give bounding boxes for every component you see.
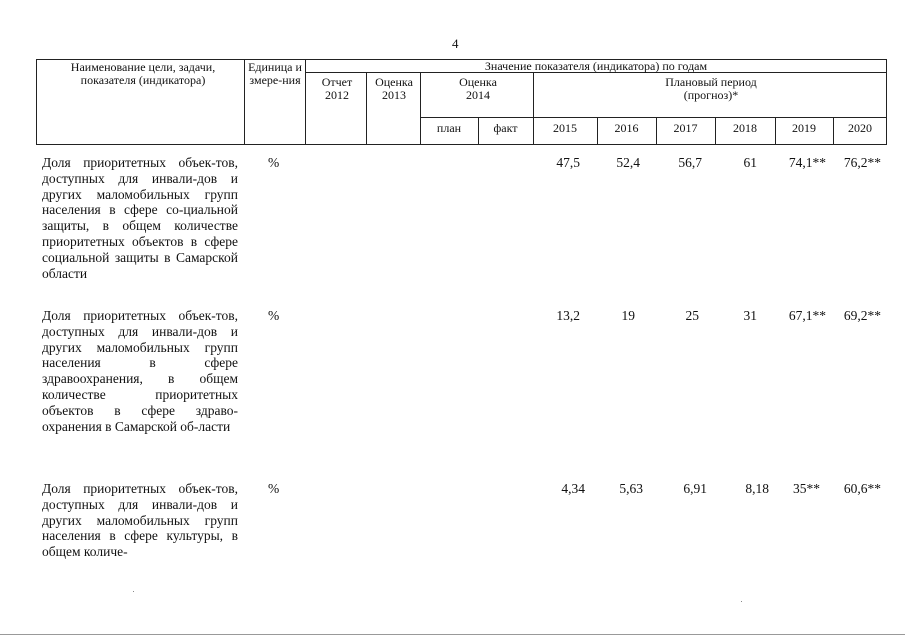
- estimate-2013-header: Оценка 2013: [375, 75, 413, 102]
- divider: [244, 59, 245, 145]
- year-2019-header: 2019: [792, 121, 816, 135]
- year-2017-header: 2017: [673, 121, 698, 135]
- planned-period-header: Плановый период (прогноз)*: [665, 75, 757, 102]
- year-2018-header: 2018: [733, 121, 757, 135]
- row-3-value-2018: 8,18: [745, 481, 769, 496]
- values-group-header: Значение показателя (индикатора) по годам: [484, 59, 708, 73]
- unit-column-header: Единица измере-ния: [248, 60, 302, 87]
- row-3-unit: %: [268, 481, 280, 496]
- row-2-value-2019: 67,1**: [788, 308, 826, 323]
- year-2016-header: 2016: [614, 121, 639, 135]
- row-1-value-2015: 47,5: [556, 155, 580, 170]
- row-3-value-2015: 4,34: [561, 481, 585, 496]
- row-1-value-2016: 52,4: [616, 155, 640, 170]
- row-3-value-2016: 5,63: [619, 481, 643, 496]
- plan-header: план: [436, 121, 462, 135]
- estimate-2014-header: Оценка 2014: [459, 75, 497, 102]
- year-2020-header: 2020: [848, 121, 872, 135]
- fact-header: факт: [493, 121, 518, 135]
- row-2-unit: %: [268, 308, 280, 323]
- name-column-header: Наименование цели, задачи, показателя (индикатора): [70, 60, 216, 87]
- row-3-value-2019: 35**: [793, 481, 820, 496]
- year-2015-header: 2015: [553, 121, 577, 135]
- row-1-indicator-name: Доля приоритетных объек-тов, доступных для инвали-дов и других маломобильных групп населения в сфере со-циальной защиты, в общем количестве приоритетных объектов в сфере социальной защиты в Самарской области: [42, 155, 238, 281]
- row-1-value-2019: 74,1**: [788, 155, 826, 170]
- row-2-value-2017: 25: [685, 308, 699, 323]
- divider: [366, 72, 367, 145]
- row-3-value-2020: 60,6**: [843, 481, 881, 496]
- row-1-value-2017: 56,7: [678, 155, 702, 170]
- divider: [420, 117, 887, 118]
- row-1-value-2020: 76,2**: [843, 155, 881, 170]
- row-3-indicator-name: Доля приоритетных объек-тов, доступных для инвали-дов и других маломобильных групп населения в сфере культуры, в общем количе-: [42, 481, 238, 560]
- row-2-value-2018: 31: [743, 308, 757, 323]
- row-1-value-2018: 61: [743, 155, 757, 170]
- page-bottom-edge: [0, 634, 905, 635]
- row-2-value-2016: 19: [621, 308, 635, 323]
- row-1-unit: %: [268, 155, 280, 170]
- row-2-value-2020: 69,2**: [843, 308, 881, 323]
- row-2-value-2015: 13,2: [556, 308, 580, 323]
- scan-speck: [741, 601, 742, 602]
- page-number: 4: [452, 36, 459, 51]
- row-3-value-2017: 6,91: [683, 481, 707, 496]
- row-2-indicator-name: Доля приоритетных объек-тов, доступных для инвали-дов и других маломобильных групп населения в сфере здравоохранения, в общем количестве приоритетных объектов в сфере здраво-охранения в Самарской об-ласти: [42, 308, 238, 434]
- scan-speck: [133, 591, 134, 592]
- report-2012-header: Отчет 2012: [321, 75, 353, 102]
